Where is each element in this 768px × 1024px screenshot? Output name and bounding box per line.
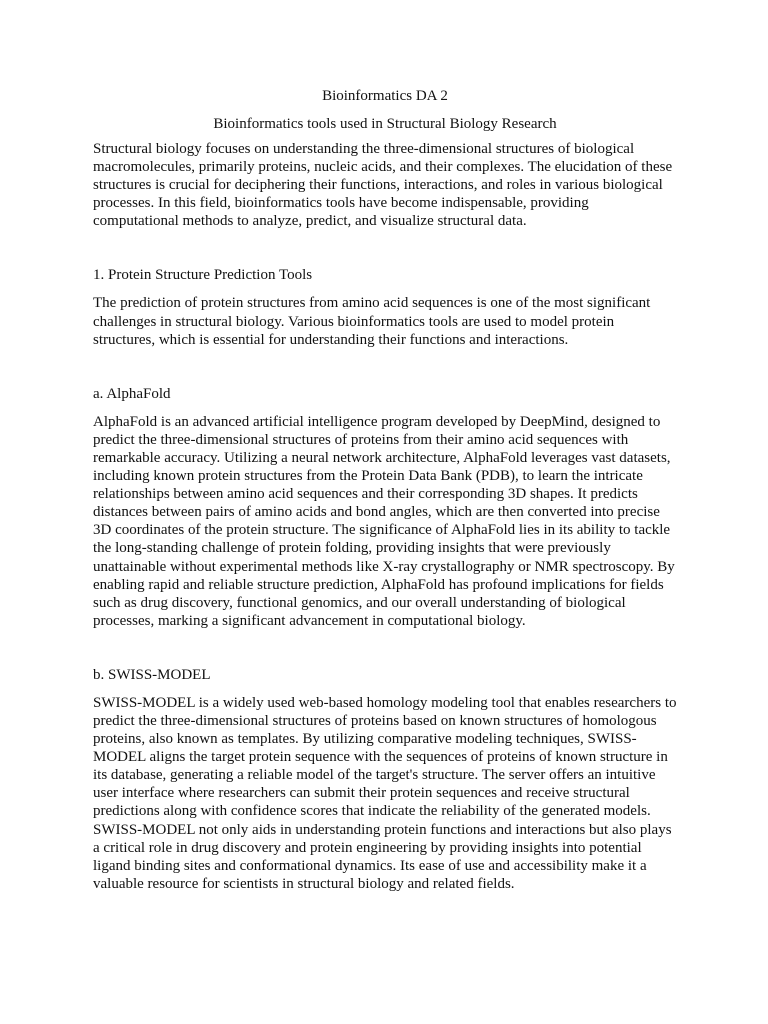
document-subtitle: Bioinformatics tools used in Structural Biology Research <box>213 116 557 132</box>
section-heading-alphafold: a. AlphaFold <box>93 385 171 402</box>
document-title: Bioinformatics DA 2 <box>322 88 448 104</box>
section-paragraph-protein-prediction: The prediction of protein structures from amino acid sequences is one of the most significant challenges in structural biology. Various bioinformatics tools are used to model protein structures, which is essential for understanding their functions and interactions. <box>93 295 651 348</box>
intro-paragraph: Structural biology focuses on understanding the three-dimensional structures of biological macromolecules, primarily proteins, nucleic acids, and their complexes. The elucidation of these structures is crucial for deciphering their functions, interactions, and roles in various biological processes. In this field, bioinformatics tools have become indispensable, providing computational methods to analyze, predict, and visualize structural data. <box>93 141 673 230</box>
section-heading-protein-prediction: 1. Protein Structure Prediction Tools <box>93 267 313 284</box>
section-heading-swissmodel: b. SWISS-MODEL <box>93 666 211 683</box>
section-paragraph-swissmodel: SWISS-MODEL is a widely used web-based homology modeling tool that enables researchers to predict the three-dimensional structures of proteins based on known structures of homologous proteins, also known as templates. By utilizing comparative modeling techniques, SWISS-MODEL aligns the target protein sequence with the sequences of proteins of known structure in its database, generating a reliable model of the target's structure. The server offers an intuitive user interface where researchers can submit their protein sequences and receive structural predictions along with confidence scores that indicate the reliability of the generated models. SWISS-MODEL not only aids in understanding protein functions and interactions but also plays a critical role in drug discovery and protein engineering by providing insights into potential ligand binding sites and conformational dynamics. Its ease of use and accessibility make it a valuable resource for scientists in structural biology and related fields. <box>93 694 677 892</box>
section-paragraph-alphafold: AlphaFold is an advanced artificial intelligence program developed by DeepMind, designed to predict the three-dimensional structures of proteins from their amino acid sequences with remarkable accuracy. Utilizing a neural network architecture, AlphaFold leverages vast datasets, including known protein structures from the Protein Data Bank (PDB), to learn the intricate relationships between amino acid sequences and their corresponding 3D shapes. It predicts distances between pairs of amino acids and bond angles, which are then converted into precise 3D coordinates of the protein structure. The significance of AlphaFold lies in its ability to tackle the long-standing challenge of protein folding, providing insights that were previously unattainable without experimental methods like X-ray crystallography or NMR spectroscopy. By enabling rapid and reliable structure prediction, AlphaFold has profound implications for fields such as drug discovery, functional genomics, and our overall understanding of biological processes, marking a significant advancement in computational biology. <box>93 413 675 629</box>
document-page <box>93 86 677 893</box>
